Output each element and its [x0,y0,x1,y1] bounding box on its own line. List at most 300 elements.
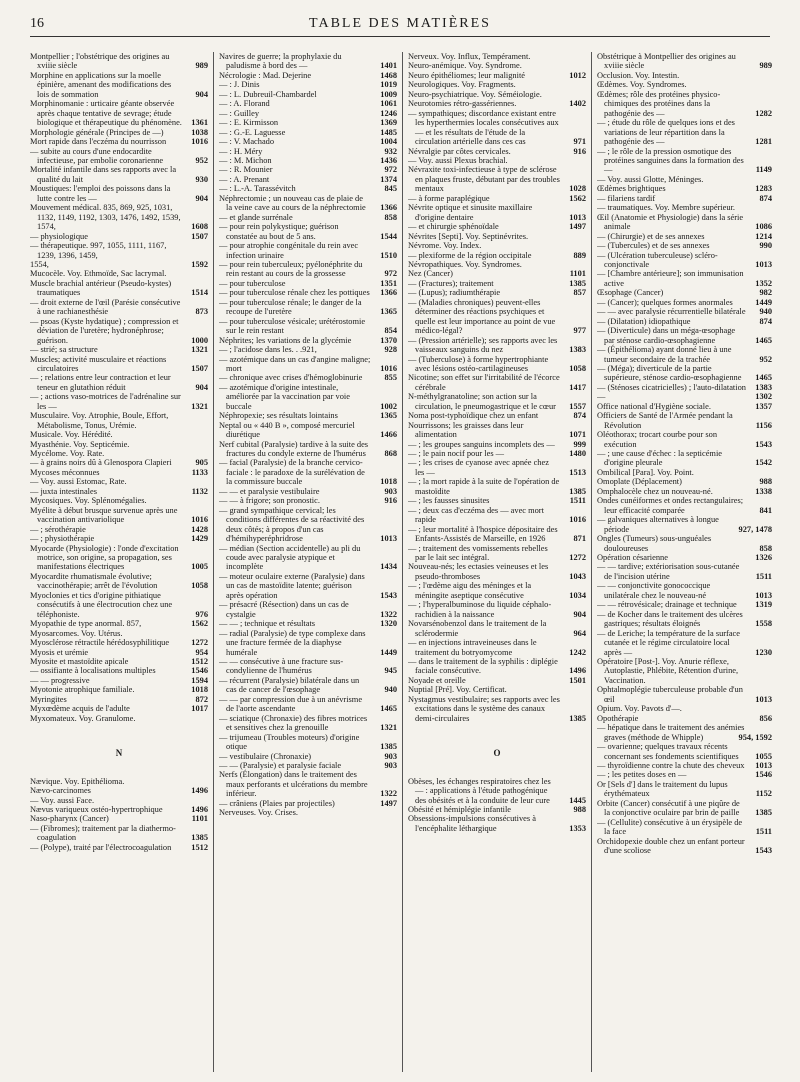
entry-page-number: 1465 [380,704,397,714]
index-column-2 [219,52,397,1076]
entry-text: — ; deux cas d'eczéma des — avec mort rapide [408,505,544,525]
entry-text: — droit externe de l'œil (Parésie consécutive à une rachianesthésie [30,297,181,317]
entry-page-number: 927, 1478 [738,524,772,534]
entry-text: 1554, [30,259,49,269]
entry-page-number: 1558 [755,619,772,629]
index-entry [30,714,208,723]
index-entry [597,515,772,534]
entry-page-number: 854 [384,326,397,336]
entry-text: — : L.-A. Tarassévitch [219,184,296,194]
index-entry [408,458,586,477]
entry-text: Obsessions-impulsions consécutives à l'encéphalite léthargique [408,814,536,833]
index-entry [408,777,586,805]
entry-text: Nerveuses. Voy. Crises. [219,808,298,818]
entry-text: Nerfs (Élongation) dans le traitement des maux perforants et ulcérations du membre inférieur. [219,770,368,799]
index-entry [30,506,208,525]
index-entry [30,128,208,137]
entry-text: Nystagmus vestibulaire; ses rapports avec les excitations dans le système des canaux demi-circulaires [408,694,560,723]
entry-page-number: 1013 [755,590,772,600]
index-entry [30,71,208,99]
entry-text: Nævus variqueux ostéo-hypertrophique [30,804,163,814]
entry-page-number: 1383 [569,345,586,355]
entry-text: — ; physiothérapie [30,534,95,544]
entry-text: — strié; sa structure [30,345,98,355]
index-entry [219,184,397,193]
entry-text: — ; une cause d'échec : la septicémie d'origine pleurale [597,449,722,468]
entry-text: — de Leriche; la température de la surface cutanée et le régime circulatoire local après — [597,628,740,657]
index-entry [30,814,208,823]
entry-page-number: 1449 [755,297,772,307]
index-entry [219,373,397,382]
index-entry [219,733,397,752]
index-entry [30,544,208,572]
entry-page-number: 952 [195,155,208,165]
entry-text: Myosis et urémie [30,647,89,657]
index-entry [408,373,586,392]
index-entry [597,307,772,316]
index-entry [597,610,772,629]
entry-text: — (Ulcération tuberculeuse) scléro-conjonctivale [597,250,718,269]
entry-text: — : V. Machado [219,137,275,147]
entry-page-number: 856 [759,713,772,723]
entry-text: Œdèmes; rôle des protéines physico-chimiques des protéines dans la pathogénie des — [597,89,721,118]
index-entry [219,71,397,80]
entry-text: Névraxite toxi-infectieuse à type de sclérose en plaques fruste, débutant par des troubles mentaux [408,165,560,194]
index-entry [408,600,586,619]
index-entry [408,581,586,600]
entry-page-number: 1544 [380,231,397,241]
entry-page-number: 1385 [569,486,586,496]
entry-page-number: 858 [384,212,397,222]
entry-text: Nouveau-nés; les ectasies veineuses et les pseudo-thromboses [408,562,549,581]
index-entry [219,770,397,798]
entry-text: Or [Sels d'] dans le traitement du lupus érythémateux [597,779,728,799]
column-rule [402,52,403,1072]
entry-page-number: 1038 [191,127,208,137]
entry-text: — pour rein tuberculeux; pyélonéphrite du rein restant au cours de la grossesse [219,259,363,279]
index-entry [597,477,772,486]
entry-page-number: 940 [759,307,772,317]
entry-page-number: 1013 [569,212,586,222]
entry-text: — (Pression artérielle); ses rapports avec les vaisseaux sanguins du nez [408,335,558,355]
entry-text: Officiers de Santé de l'Armée pendant la Révolution [597,411,733,430]
index-entry [597,534,772,553]
entry-text: — ; l'œdème aigu des méninges et la méningite aseptique consécutive [408,581,532,600]
entry-text: Musculaire. Voy. Atrophie, Boule, Effort, Métabolisme, Tonus, Urémie. [30,411,169,430]
entry-text: Néphrites; les variations de la glycémie [219,335,352,345]
index-entry [597,203,772,212]
entry-text: Morphinomanie : urticaire géante observée après chaque tentative de sevrage; étude biologique et thérapeutique du phénomène. [30,99,182,128]
entry-text: — : A. Florand [219,99,270,109]
entry-text: Muscles; activité musculaire et réactions circulatoires [30,354,167,373]
index-entry [219,440,397,459]
entry-page-number: 1366 [380,288,397,298]
index-entry [30,147,208,166]
entry-page-number: 1338 [755,486,772,496]
entry-text: — ; les crises de cyanose avec apnée chez les — [408,458,549,477]
entry-page-number: 857 [573,288,586,298]
entry-page-number: 972 [384,165,397,175]
index-entry [408,203,586,222]
index-entry [219,317,397,336]
entry-page-number: 1016 [380,363,397,373]
entry-page-number: 1513 [569,467,586,477]
index-entry [30,824,208,843]
entry-text: — (Fibromes); traitement par la diathermo-coagulation [30,823,176,843]
index-column-1 [30,52,208,1076]
entry-text: Muscle brachial antérieur (Pseudo-kystes) traumatiques [30,278,172,298]
entry-page-number: 1000 [191,335,208,345]
index-entry [30,796,208,805]
index-entry [408,544,586,563]
entry-text: Névralgie par côtes cervicales. [408,146,511,156]
entry-page-number: 1562 [569,193,586,203]
entry-page-number: 1326 [755,553,772,563]
index-entry [30,534,208,543]
entry-page-number: 1013 [380,534,397,544]
entry-page-number: 1004 [380,137,397,147]
entry-page-number: 982 [759,288,772,298]
entry-text: — ; l'acidose dans les. . .921, [219,345,317,355]
entry-text: Névrites [Septi]. Voy. Septinévrites. [408,231,529,241]
entry-page-number: 1592 [191,259,208,269]
entry-text: — azotémique dans un cas d'angine maligne; mort [219,354,371,373]
entry-text: — Voy. aussi Plexus brachial. [408,155,508,165]
entry-page-number: 1149 [755,165,772,175]
index-entry [408,52,586,61]
entry-page-number: 1321 [191,345,208,355]
index-entry [597,213,772,232]
index-entry [30,657,208,666]
entry-page-number: 1429 [191,534,208,544]
index-entry [219,128,397,137]
index-entry [219,411,397,420]
index-entry [597,761,772,770]
index-entry [30,591,208,619]
entry-page-number: 1507 [191,363,208,373]
entry-page-number: 1385 [569,713,586,723]
entry-text: Noma post-typhoïdique chez un enfant [408,411,539,421]
entry-page-number: 1322 [380,609,397,619]
entry-page-number: 1365 [380,307,397,317]
index-entry [408,392,586,411]
entry-page-number: 928 [384,345,397,355]
entry-page-number: 1058 [191,581,208,591]
entry-page-number: 972 [384,269,397,279]
index-entry [408,251,586,260]
entry-text: — traumatiques. Voy. Membre supérieur. [597,203,736,213]
index-entry [219,80,397,89]
entry-text: Ongles (Tumeurs) sous-unguéales douloureuses [597,534,712,553]
entry-text: — ; sérothérapie [30,524,86,534]
index-entry [597,392,772,401]
entry-page-number: 904 [195,193,208,203]
entry-page-number: 1496 [569,666,586,676]
entry-text: — (Fractures); traitement [408,278,494,288]
entry-text: Ophtalmoplégie tuberculeuse probable d'un œil [597,685,743,704]
entry-text: Nuptial [Pré]. Voy. Certificat. [408,685,507,695]
entry-page-number: 1385 [191,833,208,843]
entry-page-number: 990 [759,241,772,251]
entry-page-number: 1501 [569,675,586,685]
entry-text: Mouvement médical. 835, 869, 925, 1031, 1132, 1149, 1192, 1303, 1476, 1492, 1539, 1574, [30,203,181,232]
index-entry [30,786,208,795]
entry-page-number: 1018 [380,477,397,487]
entry-page-number: 1465 [755,335,772,345]
index-entry [219,99,397,108]
index-entry [597,288,772,297]
index-entry [597,269,772,288]
index-entry [219,137,397,146]
index-entry [408,525,586,544]
entry-page-number: 1496 [191,786,208,796]
index-entry [30,317,208,345]
entry-text: Omphalocèle chez un nouveau-né. [597,486,713,496]
index-entry [408,232,586,241]
index-entry [30,241,208,260]
entry-page-number: 1319 [755,600,772,610]
entry-text: — plexiforme de la région occipitale [408,250,532,260]
entry-text: Neurologiques. Voy. Fragments. [408,80,516,90]
index-entry [219,544,397,572]
entry-page-number: 1133 [191,467,208,477]
entry-page-number: 1370 [380,335,397,345]
entry-text: — — ; technique et résultats [219,619,316,629]
entry-text: Obèses, les échanges respiratoires chez les — : applications à l'étude pathogénique des obésités et à la conduite de leur cure [408,776,551,805]
entry-text: — pour tuberculose vésicale; urétérostomie sur le rein restant [219,316,366,336]
entry-text: Myosclérose rétractile hérédosyphilitique [30,638,170,648]
index-entry [30,477,208,486]
index-entry [219,657,397,676]
index-entry [219,165,397,174]
index-entry [597,232,772,241]
entry-page-number: 1480 [569,449,586,459]
entry-page-number: 954, 1592 [738,732,772,742]
entry-text: — juxta intestinales [30,486,97,496]
entry-text: — (Méga); diverticule de la partie supérieure, sténose cardio-œsophagienne [597,363,742,383]
index-entry [597,837,772,856]
entry-page-number: 989 [195,61,208,71]
entry-page-number: 1061 [380,99,397,109]
entry-page-number: 1281 [755,137,772,147]
entry-text: — [597,392,606,402]
entry-page-number: 845 [384,184,397,194]
entry-text: — et chirurgie sphénoïdale [408,222,499,232]
index-entry [219,619,397,628]
entry-text: — ; les fausses sinusites [408,496,490,506]
index-entry [219,222,397,241]
entry-page-number: 1497 [380,798,397,808]
page-header [30,14,770,37]
entry-page-number: 905 [195,458,208,468]
index-entry [597,449,772,468]
entry-text: — et glande surrénale [219,212,293,222]
entry-text: Nævo-carcinomes [30,786,91,796]
entry-text: Nævique. Voy. Epithélioma. [30,776,125,786]
entry-page-number: 1152 [755,789,772,799]
entry-page-number: 1272 [569,553,586,563]
entry-text: — (Dilatation) idiopathique [597,316,691,326]
index-entry [408,241,586,250]
index-entry [30,232,208,241]
index-entry [408,619,586,638]
entry-text: — moteur oculaire externe (Paralysie) dans un cas de mastoïdite latente; guérison après opération [219,571,365,600]
entry-page-number: 868 [384,449,397,459]
entry-page-number: 1594 [191,675,208,685]
index-entry [30,525,208,534]
entry-text: — : H. Méry [219,146,263,156]
entry-page-number: 916 [573,146,586,156]
index-entry [597,770,772,779]
entry-page-number: 904 [195,382,208,392]
entry-page-number: 1282 [755,108,772,118]
index-entry [597,345,772,364]
entry-page-number: 1005 [191,562,208,572]
index-entry [408,657,586,676]
entry-text: Opératoire [Post-]. Voy. Anurie réflexe, Autoplastie, Phlébite, Rétention d'urine, Vaccination. [597,657,739,685]
index-entry [408,288,586,297]
entry-page-number: 858 [759,543,772,553]
entry-text: — dans le traitement de la syphilis : diplégie faciale consécutive. [408,657,558,676]
index-entry [30,777,208,786]
entry-page-number: 1246 [380,108,397,118]
index-entry [597,685,772,704]
entry-text: Morphine en applications sur la moelle épinière, amenant des modifications des lois de sommation [30,70,172,99]
index-entry [408,411,586,420]
entry-page-number: 903 [384,760,397,770]
index-entry [30,345,208,354]
entry-text: — (Tubercules) et de ses annexes [597,241,710,251]
entry-page-number: 1351 [380,278,397,288]
entry-text: Mycélome. Voy. Rate. [30,449,105,459]
index-entry [597,553,772,562]
entry-text: — : G.-E. Laguesse [219,127,286,137]
index-entry [30,137,208,146]
entry-page-number: 1016 [569,515,586,525]
entry-page-number: 999 [573,439,586,449]
entry-text: Opération césarienne [597,553,668,563]
entry-page-number: 1546 [755,770,772,780]
entry-text: — hépatique dans le traitement des anémies graves (méthode de Whipple) [597,723,745,742]
index-entry [219,458,397,486]
entry-text: — ; relations entre leur contraction et leur teneur en glutathion réduit [30,373,171,392]
entry-page-number: 904 [573,609,586,619]
entry-text: — crâniens (Plaies par projectiles) [219,798,335,808]
entry-text: — ; étude du rôle de quelques ions et des variations de leur répartition dans la pathogénie des — [597,118,735,147]
entry-text: Myopathie de type anormal. 857, [30,619,142,629]
entry-page-number: 1361 [191,118,208,128]
index-entry [30,468,208,477]
entry-page-number: 1357 [755,401,772,411]
entry-text: Myosarcomes. Voy. Utérus. [30,628,123,638]
entry-text: — ; actions vaso-motrices de l'adrénaline sur les — [30,392,181,411]
entry-page-number: 871 [573,534,586,544]
entry-page-number: 1230 [755,647,772,657]
index-entry [597,468,772,477]
entry-text: — trijumeau (Troubles moteurs) d'origine otique [219,732,360,752]
index-entry [219,109,397,118]
index-entry [219,487,397,496]
entry-text: Myringites [30,694,67,704]
index-entry [219,52,397,71]
entry-page-number: 1353 [569,823,586,833]
entry-text: Mycoses méconnues [30,467,100,477]
entry-text: — — conjonctivite gonococcique unilatérale chez le nouveau-né [597,581,711,600]
entry-text: — vestibulaire (Chronaxie) [219,751,312,761]
entry-page-number: 1302 [755,392,772,402]
index-entry [219,90,397,99]
entry-text: Myxœdème acquis de l'adulte [30,704,130,714]
index-entry [597,80,772,89]
index-entry [597,629,772,657]
index-entry [219,421,397,440]
entry-text: Orbite (Cancer) consécutif à une piqûre de la conjonctive oculaire par brin de paille [597,798,740,818]
index-entry [30,805,208,814]
entry-page-number: 889 [573,250,586,260]
entry-text: — — avec paralysie récurrentielle bilatérale [597,307,746,317]
entry-page-number: 1086 [755,222,772,232]
section-letter: O [493,748,501,759]
index-entry [30,487,208,496]
entry-text: — — et paralysie vestibulaire [219,486,320,496]
index-entry [30,449,208,458]
entry-text: — Voy. aussi Estomac, Rate. [30,477,127,487]
entry-text: — (Cancer); quelques formes anormales [597,297,733,307]
entry-text: — ; traitement des vomissements rebelles par le lait sec intégral. [408,543,548,563]
entry-text: — (Diverticule) dans un méga-œsophage par sténose cardio-œsophagienne [597,326,736,345]
entry-text: — physiologique [30,231,88,241]
column-rule [591,52,592,1072]
entry-text: Obstétrique à Montpellier des origines au xviiie siècle [597,52,736,71]
index-entry [219,383,397,411]
entry-text: — — tardive; extériorisation sous-cutanée de l'incision utérine [597,562,740,581]
index-entry [30,298,208,317]
entry-page-number: 1101 [569,269,586,279]
column-rule [213,52,214,1072]
entry-page-number: 1401 [380,61,397,71]
entry-text: — (Tuberculose) à forme hypertrophiante avec lésions ostéo-cartilagineuses [408,354,549,373]
entry-text: Oléothorax; trocart courbe pour son exécution [597,430,718,449]
entry-text: Office national d'Hygiène sociale. [597,401,711,411]
entry-text: — ; leur mortalité à l'hospice dépositaire des Enfants-Assistés de Marseille, en 1926 [408,524,558,544]
index-entry [219,336,397,345]
index-entry [30,685,208,694]
entry-page-number: 1557 [569,401,586,411]
index-entry [219,241,397,260]
entry-page-number: 954 [195,647,208,657]
index-entry [30,52,208,71]
index-entry [30,165,208,184]
entry-text: — [Chambre antérieure]; son immunisation active [597,269,744,288]
entry-page-number: 1385 [380,742,397,752]
index-entry [408,421,586,440]
entry-page-number: 1511 [569,496,586,506]
entry-text: — pour tuberculose rénale chez les pottiques [219,288,370,298]
index-entry [219,676,397,695]
entry-text: — (Lupus); radiumthérapie [408,288,501,298]
entry-page-number: 874 [573,411,586,421]
entry-text: Mucocèle. Voy. Ethmoïde, Sac lacrymal. [30,269,167,279]
entry-text: — filariens tardif [597,193,656,203]
entry-page-number: 1352 [755,278,772,288]
entry-page-number: 988 [573,804,586,814]
entry-page-number: 1496 [191,804,208,814]
index-entry [219,175,397,184]
entry-text: — en injections intraveineuses dans le traitement du botryomycome [408,638,537,657]
index-entry [597,71,772,80]
index-entry [30,666,208,675]
index-entry [597,90,772,118]
